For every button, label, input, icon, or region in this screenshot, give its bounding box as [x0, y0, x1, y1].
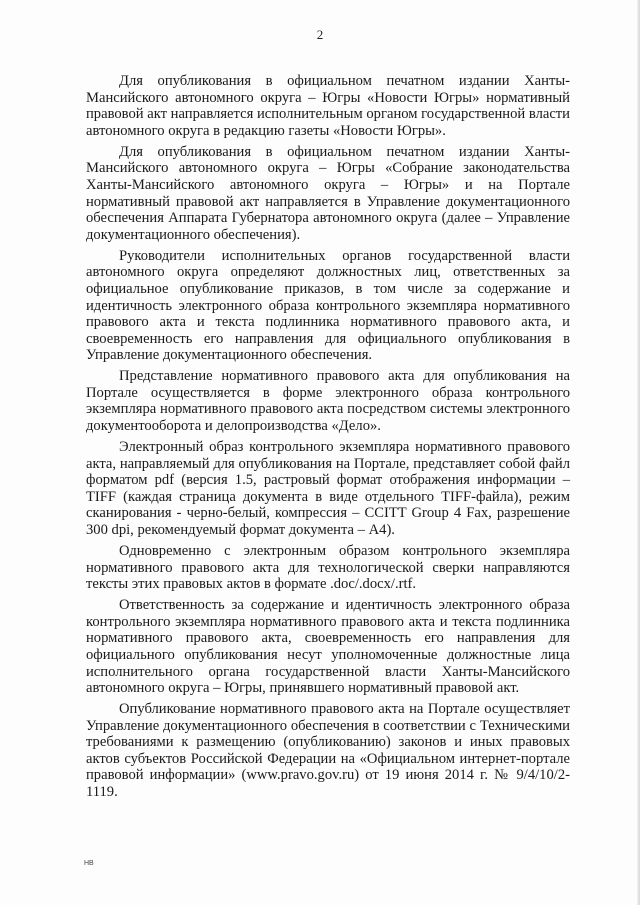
- page-number: 2: [316, 27, 324, 42]
- paragraph-publication-on-portal: Опубликование нормативного правового акта на Портале осуществляет Управление документационного обеспечения в соответствии с Техническими требованиями к размещению (опубликованию) законов и иных правовых актов субъектов Российской Федерации на «Официальном интернет-портале правовой информации» (www.pravo.gov.ru) от 19 июня 2014 г. № 9/4/10/2-1119.: [86, 701, 570, 801]
- paragraph-news-of-yugra: Для опубликования в официальном печатном издании Ханты-Мансийского автономного округа – Югры «Новости Югры» нормативный правовой акт направляется исполнительным органом государственной власти автономного округа в редакцию газеты «Новости Югры».: [86, 73, 570, 139]
- document-body: [86, 73, 570, 805]
- paragraph-collection-of-legislation: Для опубликования в официальном печатном издании Ханты-Мансийского автономного округа – Югры «Собрание законодательства Ханты-Мансийского автономного округа – Югры» и на Портале нормативный правовой акт направляется в Управление документационного обеспечения Аппарата Губернатора автономного округа (далее – Управление документационного обеспечения).: [86, 143, 570, 243]
- paragraph-text-formats: Одновременно с электронным образом контрольного экземпляра нормативного правового акта для технологической сверки направляются тексты этих правовых актов в формате .doc/.docx/.rtf.: [86, 542, 570, 593]
- paragraph-responsible-officials: Руководители исполнительных органов государственной власти автономного округа определяют должностных лиц, ответственных за официальное опубликование приказов, в том числе за содержание и идентичность электронного образа контрольного экземпляра нормативного правового акта и текста подлинника нормативного правового акта, и своевременность его направления для официального опубликования в Управление документационного обеспечения.: [86, 247, 570, 364]
- paragraph-electronic-image-format: Электронный образ контрольного экземпляра нормативного правового акта, направляемый для опубликования на Портале, представляет собой файл форматом pdf (версия 1.5, растровый формат отображения информации – TIFF (каждая страница документа в виде отдельного TIFF-файла), режим сканирования - черно-белый, компрессия – CCITT Group 4 Fax, разрешение 300 dpi, рекомендуемый формат документа – А4).: [86, 439, 570, 538]
- executor-mark: НВ: [84, 860, 94, 867]
- paragraph-responsibility: Ответственность за содержание и идентичность электронного образа контрольного экземпляра нормативного правового акта и текста подлинника нормативного правового акта, своевременность его направления для официального опубликования несут уполномоченные должностные лица исполнительного органа государственной власти Ханты-Мансийского автономного округа – Югры, принявшего нормативный правовой акт.: [86, 597, 570, 697]
- paragraph-submission-form: Представление нормативного правового акта для опубликования на Портале осуществляется в форме электронного образа контрольного экземпляра нормативного правового акта посредством системы электронного документооборота и делопроизводства «Дело».: [86, 368, 570, 435]
